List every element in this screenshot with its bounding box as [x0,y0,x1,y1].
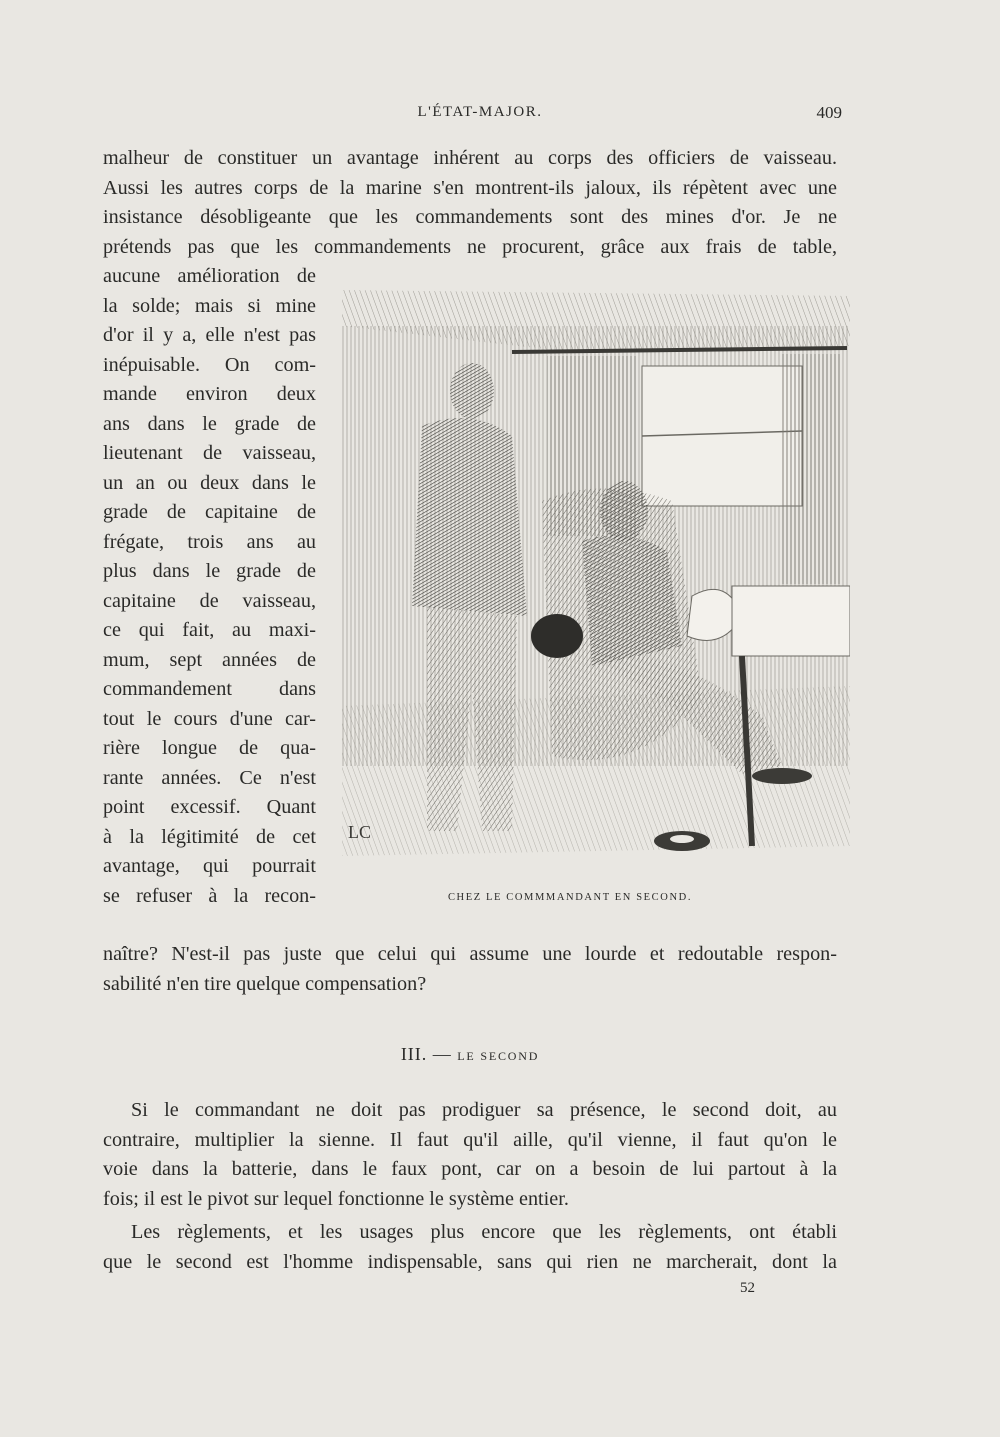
after-figure-paragraph [103,940,837,999]
top-paragraph [103,144,837,262]
text-line: inépuisable. On com- [103,353,316,376]
seated-officer-body [582,535,682,666]
text-line: un an ou deux dans le [103,471,316,494]
text-line: la solde; mais si mine [103,294,316,317]
section-numeral: III. — [400,1044,452,1064]
text-line: fois; il est le pivot sur lequel fonctionne le système entier. [103,1187,569,1210]
side-column-text [103,262,316,911]
text-line: grade de capitaine de [103,501,316,523]
text-line: mum, sept années de [103,648,316,671]
text-line: capitaine de vaisseau, [103,589,316,612]
text-line: d'or il y a, elle n'est pas [103,324,316,346]
text-line: naître? N'est-il pas juste que celui qui assume une lourde et redoutable respon- [103,943,837,965]
text-line: ce qui fait, au maxi- [103,619,316,641]
text-line: prétends pas que les commandements ne procurent, grâce aux frais de table, [103,235,837,258]
right-curtain [782,354,842,584]
engraving-illustration [342,286,850,866]
running-title: L'ÉTAT-MAJOR. [417,104,543,120]
text-line: frégate, trois ans au [103,530,316,553]
section-title: LE SECOND [457,1049,540,1063]
text-line: contraire, multiplier la sienne. Il faut qu'il aille, qu'il vienne, il faut qu'on le [103,1128,837,1151]
text-line: à la légitimité de cet [103,825,316,848]
text-line: tout le cours d'une car- [103,707,316,730]
standing-officer-coat [412,418,527,616]
illustration [342,286,850,866]
section-paragraph-1 [103,1096,837,1214]
text-line: mande environ deux [103,383,316,405]
text-line: point excessif. Quant [103,796,316,818]
figure-caption: CHEZ LE COMMMANDANT EN SECOND. [447,892,693,903]
standing-officer-head [450,363,494,419]
text-line: malheur de constituer un avantage inhérent au corps des officiers de vaisseau. [103,147,837,169]
boot [752,768,812,784]
artist-monogram: LC [348,822,372,842]
hat-in-hand [531,614,583,658]
text-line: se refuser à la recon- [103,884,316,907]
text-line: sabilité n'en tire quelque compensation? [103,972,427,995]
text-line: voie dans la batterie, dans le faux pont, car on a besoin de lui partout à la [103,1158,837,1180]
text-line: plus dans le grade de [103,560,316,582]
section-paragraph-2 [103,1218,837,1277]
text-line: commandement dans [103,678,316,700]
table-papers [732,586,850,656]
text-line: lieutenant de vaisseau, [103,442,316,464]
text-line: insistance désobligeante que les commandements sont des mines d'or. Je ne [103,206,837,228]
seated-officer-head [600,481,648,541]
text-line: Aussi les autres corps de la marine s'en montrent-ils jaloux, ils répètent avec une [103,176,837,199]
text-line: ans dans le grade de [103,412,316,435]
text-line: rière longue de qua- [103,737,316,759]
section-heading [0,1044,940,1065]
text-line: rante années. Ce n'est [103,766,316,789]
text-line: aucune amélioration de [103,265,316,287]
text-line: Si le commandant ne doit pas prodiguer sa présence, le second doit, au [131,1099,837,1121]
page-number: 409 [816,103,842,122]
signature-mark: 52 [740,1280,755,1296]
text-line: Les règlements, et les usages plus encore que les règlements, ont établi [131,1221,837,1243]
text-line: que le second est l'homme indispensable, sans qui rien ne marcherait, dont la [103,1250,837,1273]
text-line: avantage, qui pourrait [103,855,316,877]
